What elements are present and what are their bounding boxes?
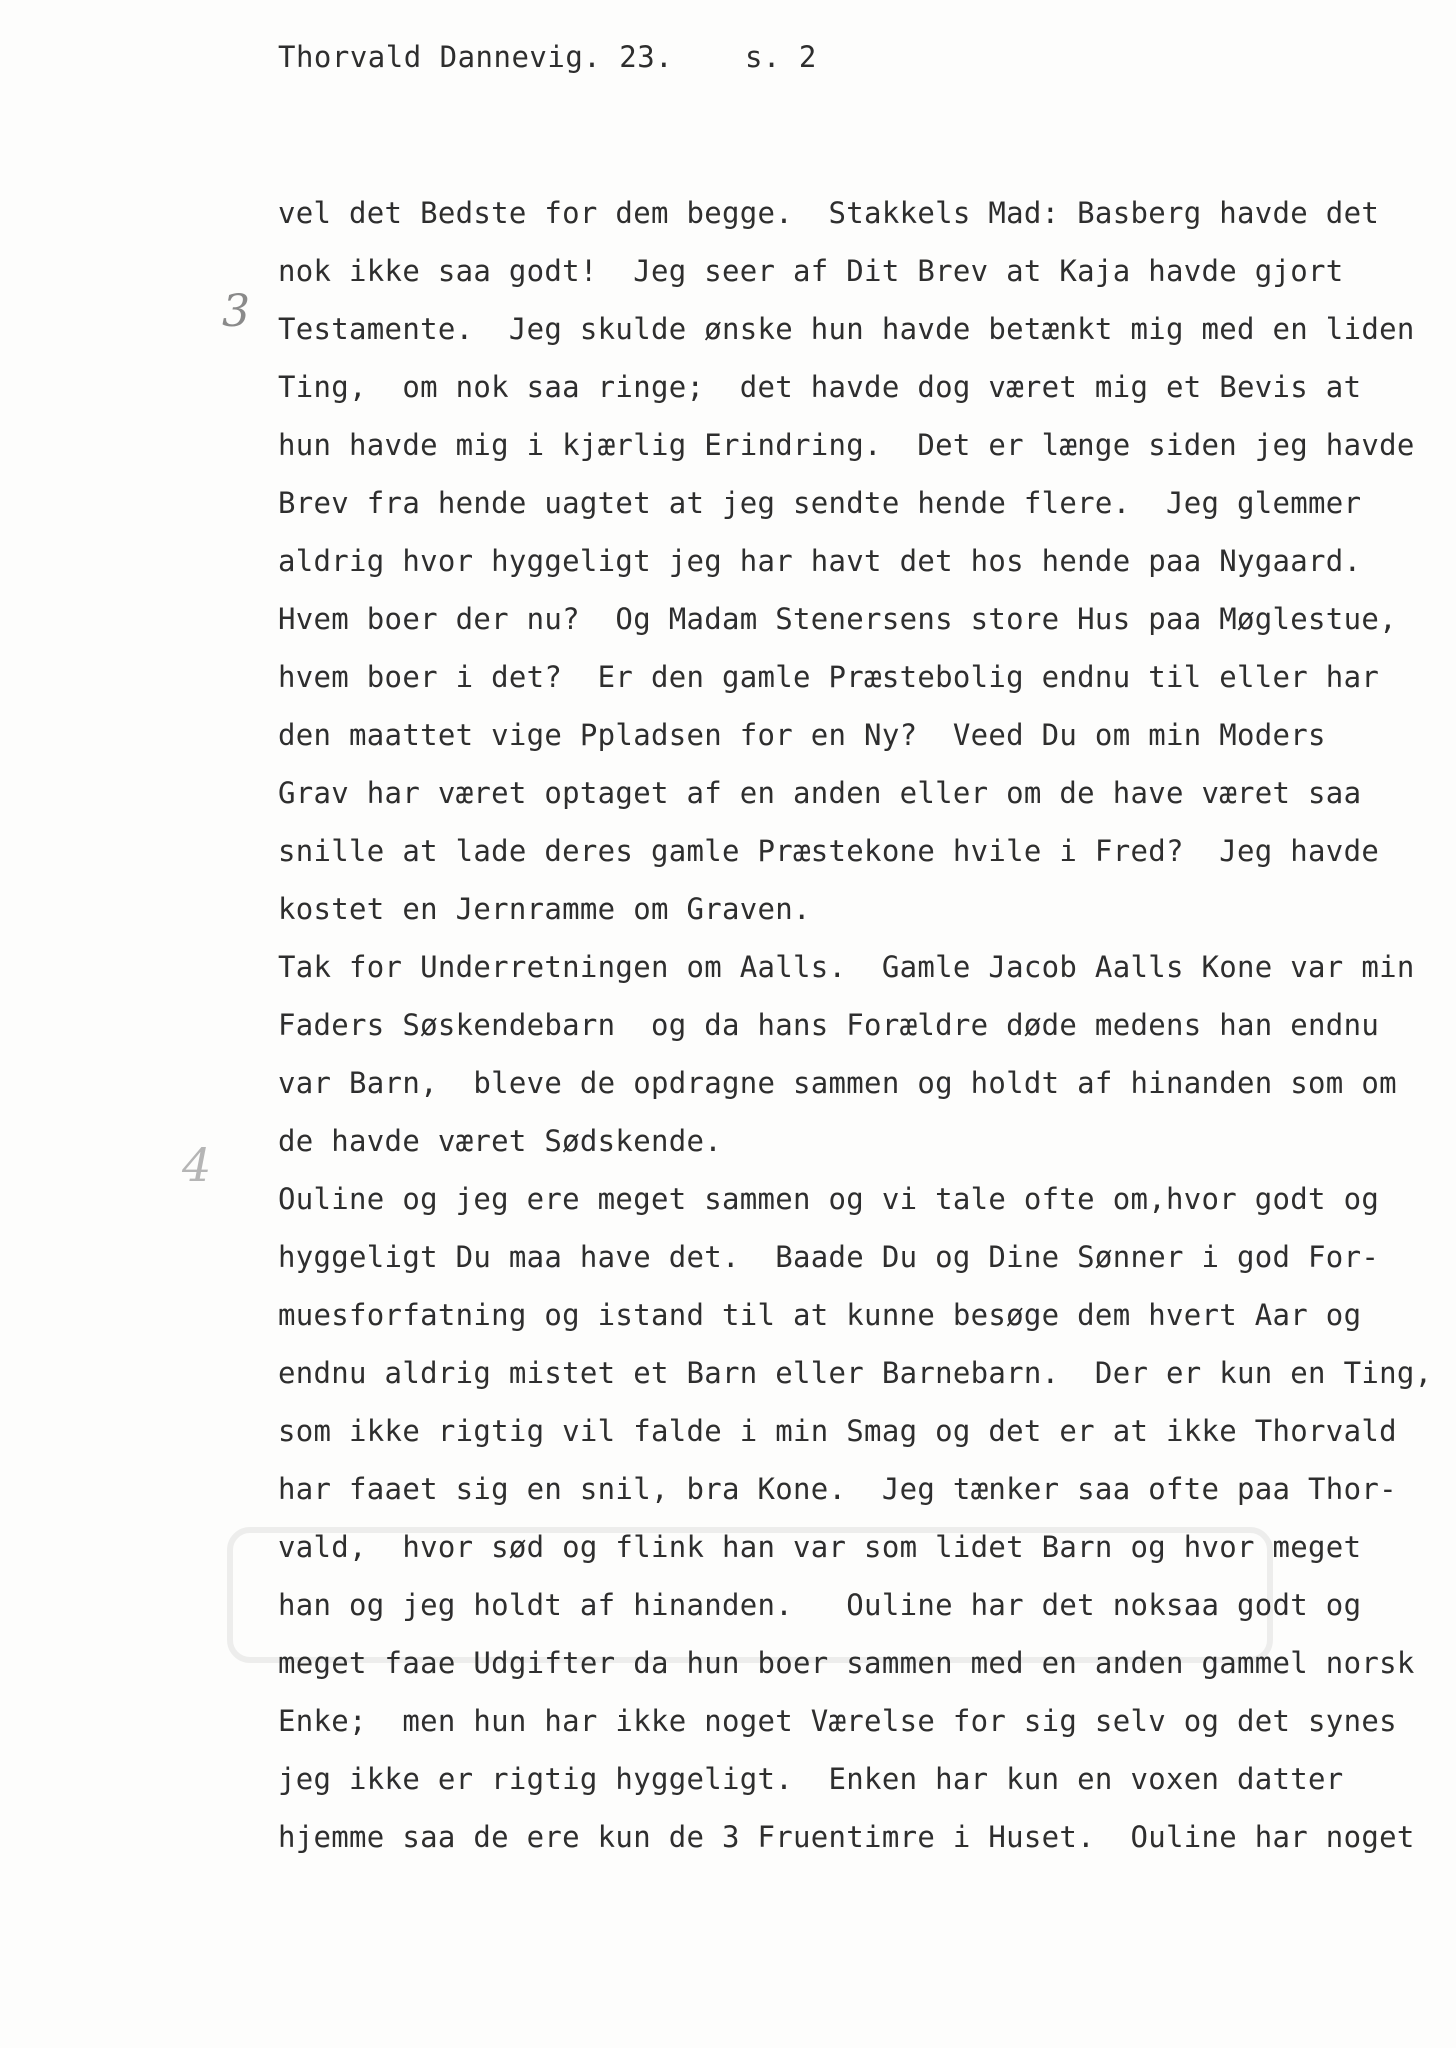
text-line: Enke; men hun har ikke noget Værelse for sig selv og det synes (278, 1704, 1397, 1738)
text-line: Grav har været optaget af en anden eller om de have været saa (278, 776, 1362, 810)
text-line: aldrig hvor hyggeligt jeg har havt det hos hende paa Nygaard. (278, 544, 1362, 578)
text-line: den maattet vige Ppladsen for en Ny? Veed Du om min Moders (278, 718, 1326, 752)
text-line: hun havde mig i kjærlig Erindring. Det er længe siden jeg havde (278, 428, 1415, 462)
text-line: Ouline og jeg ere meget sammen og vi tale ofte om,hvor godt og (278, 1182, 1380, 1216)
text-line: snille at lade deres gamle Præstekone hvile i Fred? Jeg havde (278, 834, 1380, 868)
text-line: Faders Søskendebarn og da hans Forældre døde medens han endnu (278, 1008, 1380, 1042)
text-line: hvem boer i det? Er den gamle Præstebolig endnu til eller har (278, 660, 1380, 694)
text-line: nok ikke saa godt! Jeg seer af Dit Brev at Kaja havde gjort (278, 254, 1344, 288)
text-line: muesforfatning og istand til at kunne besøge dem hvert Aar og (278, 1298, 1362, 1332)
text-line: Hvem boer der nu? Og Madam Stenersens store Hus paa Møglestue, (278, 602, 1397, 636)
letter-body (278, 184, 1432, 1866)
text-line: som ikke rigtig vil falde i min Smag og det er at ikke Thorvald (278, 1414, 1397, 1448)
text-line: kostet en Jernramme om Graven. (278, 892, 811, 926)
header-title: Thorvald Dannevig. 23. (278, 40, 674, 74)
margin-annotation-4: 4 (182, 1138, 212, 1192)
header-page-number: s. 2 (744, 40, 817, 74)
text-line: jeg ikke er rigtig hyggeligt. Enken har kun en voxen datter (278, 1762, 1344, 1796)
text-line: hyggeligt Du maa have det. Baade Du og Dine Sønner i god For- (278, 1240, 1380, 1274)
text-line: Testamente. Jeg skulde ønske hun havde betænkt mig med en liden (278, 312, 1415, 346)
text-line: hjemme saa de ere kun de 3 Fruentimre i Huset. Ouline har noget (278, 1820, 1415, 1854)
text-line: vel det Bedste for dem begge. Stakkels Mad: Basberg havde det (278, 196, 1380, 230)
page-header (278, 40, 817, 74)
margin-annotation-3: 3 (222, 286, 250, 337)
text-line: har faaet sig en snil, bra Kone. Jeg tænker saa ofte paa Thor- (278, 1472, 1397, 1506)
text-line: meget faae Udgifter da hun boer sammen med en anden gammel norsk (278, 1646, 1415, 1680)
text-line: var Barn, bleve de opdragne sammen og holdt af hinanden som om (278, 1066, 1397, 1100)
text-line: Brev fra hende uagtet at jeg sendte hende flere. Jeg glemmer (278, 486, 1362, 520)
text-line: de havde været Sødskende. (278, 1124, 722, 1158)
text-line: vald, hvor sød og flink han var som lidet Barn og hvor meget (278, 1530, 1362, 1564)
text-line: Tak for Underretningen om Aalls. Gamle Jacob Aalls Kone var min (278, 950, 1415, 984)
text-line: endnu aldrig mistet et Barn eller Barnebarn. Der er kun en Ting, (278, 1356, 1433, 1390)
text-line: Ting, om nok saa ringe; det havde dog været mig et Bevis at (278, 370, 1362, 404)
text-line: han og jeg holdt af hinanden. Ouline har det noksaa godt og (278, 1588, 1362, 1622)
